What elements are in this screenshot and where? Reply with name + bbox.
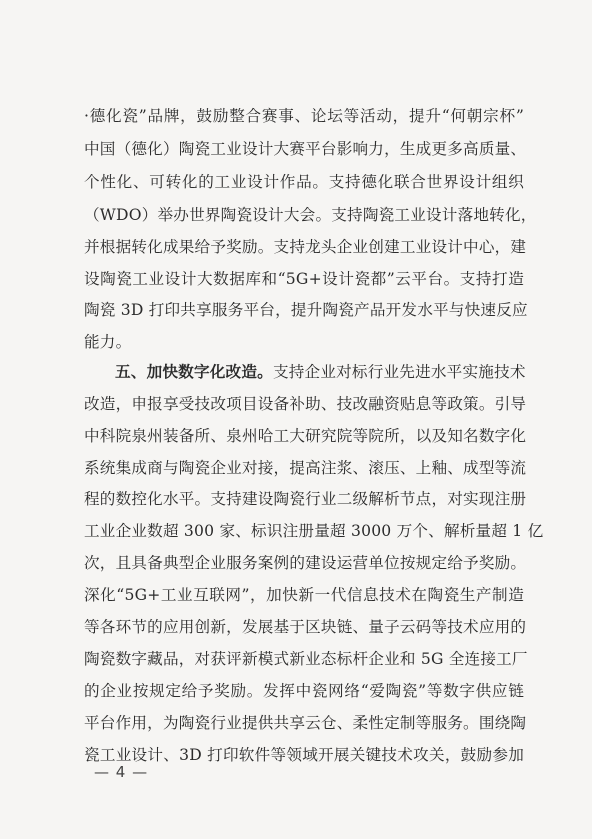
paragraph-line: 次，且具备典型企业服务案例的建设运营单位按规定给予奖励。 — [84, 554, 527, 572]
paragraph-line: 能力。 — [84, 333, 132, 351]
paragraph-line: 陶瓷数字藏品，对获评新模式新业态标杆企业和 5G 全连接工厂 — [84, 650, 528, 668]
page-number: — 4 — — [94, 763, 149, 781]
paragraph-line: 中国（德化）陶瓷工业设计大赛平台影响力，生成更多高质量、 — [84, 140, 527, 158]
section-heading-rest: 支持企业对标行业先进水平实施技术 — [272, 363, 526, 381]
paragraph-line: 深化“5G+工业互联网”，加快新一代信息技术在陶瓷生产制造 — [84, 586, 524, 604]
paragraph-line: （WDO）举办世界陶瓷设计大会。支持陶瓷工业设计落地转化， — [84, 206, 537, 224]
paragraph-line: 的企业按规定给予奖励。发挥中瓷网络“爱陶瓷”等数字供应链 — [84, 682, 524, 700]
paragraph-line: 陶瓷 3D 打印共享服务平台，提升陶瓷产品开发水平与快速反应 — [84, 301, 528, 319]
paragraph-line: 中科院泉州装备所、泉州哈工大研究院等院所，以及知名数字化 — [84, 427, 527, 445]
paragraph-line: 个性化、可转化的工业设计作品。支持德化联合世界设计组织 — [84, 173, 524, 191]
paragraph-line: 工业企业数超 300 家、标识注册量超 3000 万个、解析量超 1 亿 — [84, 522, 544, 540]
paragraph-line: 并根据转化成果给予奖励。支持龙头企业创建工业设计中心，建 — [84, 238, 527, 256]
paragraph-line: 系统集成商与陶瓷企业对接，提高注浆、滚压、上釉、成型等流 — [84, 459, 527, 477]
paragraph-line: 平台作用，为陶瓷行业提供共享云仓、柔性定制等服务。围绕陶 — [84, 714, 527, 732]
paragraph-line: 等各环节的应用创新，发展基于区块链、量子云码等技术应用的 — [84, 618, 527, 636]
paragraph-line: 设陶瓷工业设计大数据库和“5G+设计瓷都”云平台。支持打造 — [84, 270, 524, 288]
paragraph-line: 程的数控化水平。支持建设陶瓷行业二级解析节点，对实现注册 — [84, 490, 527, 508]
paragraph-line: 瓷工业设计、3D 打印软件等领域开展关键技术攻关，鼓励参加 — [84, 746, 524, 764]
paragraph-line: ·德化瓷”品牌，鼓励整合赛事、论坛等活动，提升“何朝宗杯” — [84, 107, 524, 125]
section-heading-line — [115, 357, 524, 387]
section-heading: 五、加快数字化改造。 — [115, 362, 273, 381]
paragraph-line: 改造，申报享受技改项目设备补助、技改融资贴息等政策。引导 — [84, 395, 527, 413]
